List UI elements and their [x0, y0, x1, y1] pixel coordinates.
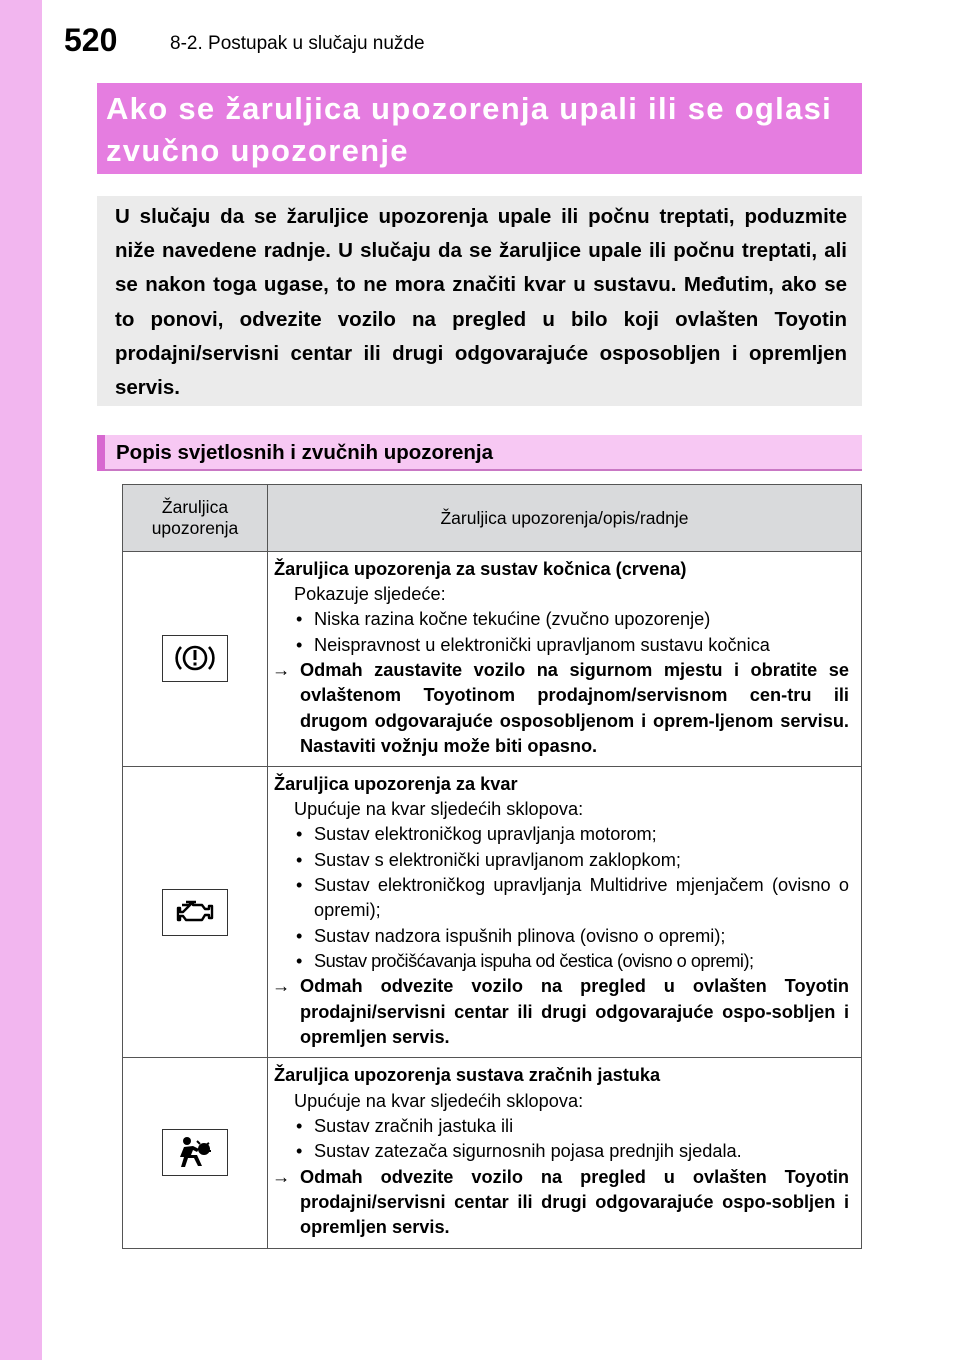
- arrow-icon: →: [272, 660, 291, 680]
- table-row: [123, 1058, 862, 1249]
- brake-warning-icon: [162, 635, 228, 682]
- action-text: Odmah odvezite vozilo na pregled u ovlašten Toyotin prodajni/servisni centar ili drugi odgovarajuće ospo-sobljen i opremljen servis.: [300, 976, 849, 1047]
- row-action: [274, 974, 849, 1050]
- arrow-icon: →: [272, 976, 291, 997]
- page-number: 520: [64, 22, 118, 58]
- row-title: Žaruljica upozorenja za kvar: [274, 773, 518, 794]
- page-title: Ako se žaruljica upozorenja upali ili se oglasi zvučno upozorenje: [106, 91, 833, 168]
- list-item: • Niska razina kočne tekućine (zvučno upozorenje): [274, 607, 849, 632]
- list-item: • Sustav pročišćavanja ispuha od čestica (ovisno o opremi);: [274, 949, 849, 974]
- check-engine-icon: [162, 889, 228, 936]
- table-row: [123, 767, 862, 1058]
- list-item: • Neispravnost u elektronički upravljanom sustavu kočnica: [274, 633, 849, 658]
- subheading-accent-bar: [97, 435, 105, 471]
- list-item: • Sustav zatezača sigurnosnih pojasa prednjih sjedala.: [274, 1139, 849, 1164]
- row-title: Žaruljica upozorenja sustava zračnih jastuka: [274, 1065, 661, 1086]
- row-title: Žaruljica upozorenja za sustav kočnica (crvena): [274, 558, 687, 579]
- action-text: Odmah odvezite vozilo na pregled u ovlašten Toyotin prodajni/servisni centar ili drugi odgovarajuće ospo-sobljen i opremljen servis.: [300, 1166, 849, 1238]
- list-item: • Sustav nadzora ispušnih plinova (ovisno o opremi);: [274, 924, 849, 949]
- action-text: Odmah zaustavite vozilo na sigurnom mjestu i obratite se ovlaštenom Toyotinom prodajnom/servisnom cen-tru ili drugom odgovarajuće osposobljenom i oprem-ljenom servisu. Nastaviti vožnju može biti opasno.: [300, 660, 849, 756]
- list-item: • Sustav s elektronički upravljanom zaklopkom;: [274, 848, 849, 873]
- arrow-icon: →: [272, 1166, 291, 1187]
- list-item: • Sustav zračnih jastuka ili: [274, 1114, 849, 1139]
- row-action: [274, 658, 849, 759]
- row-intro: Upućuje na kvar sljedećih sklopova:: [294, 1090, 584, 1111]
- airbag-warning-icon: [162, 1129, 228, 1176]
- table-row: [123, 552, 862, 767]
- row-action: [274, 1165, 849, 1241]
- list-item: • Sustav elektroničkog upravljanja Multidrive mjenjačem (ovisno o opremi);: [274, 873, 849, 924]
- list-item: • Sustav elektroničkog upravljanja motorom;: [274, 822, 849, 847]
- header-description: Žaruljica upozorenja/opis/radnje: [268, 485, 862, 552]
- row-intro: Pokazuje sljedeće:: [294, 584, 446, 605]
- side-tab-strip: [0, 0, 42, 1360]
- section-label: 8-2. Postupak u slučaju nužde: [170, 33, 425, 54]
- intro-text: U slučaju da se žaruljice upozorenja upale ili počnu treptati, poduzmite niže navedene radnje. U slučaju da se žaruljice upale ili počnu treptati, ali se nakon toga ugase, to ne mora značiti kvar u sustavu. Međutim, ako se to ponovi, odvezite vozilo na pregled u bilo koji ovlašten Toyotin prodajni/servisni centar ili drugi odgovarajuće osposobljen i opremljen servis.: [115, 205, 847, 400]
- table-header-row: [123, 485, 862, 552]
- subheading: Popis svjetlosnih i zvučnih upozorenja: [116, 441, 494, 464]
- header-lamp: Žaruljica upozorenja: [123, 485, 268, 552]
- row-intro: Upućuje na kvar sljedećih sklopova:: [294, 799, 584, 820]
- warning-table: [122, 484, 862, 1249]
